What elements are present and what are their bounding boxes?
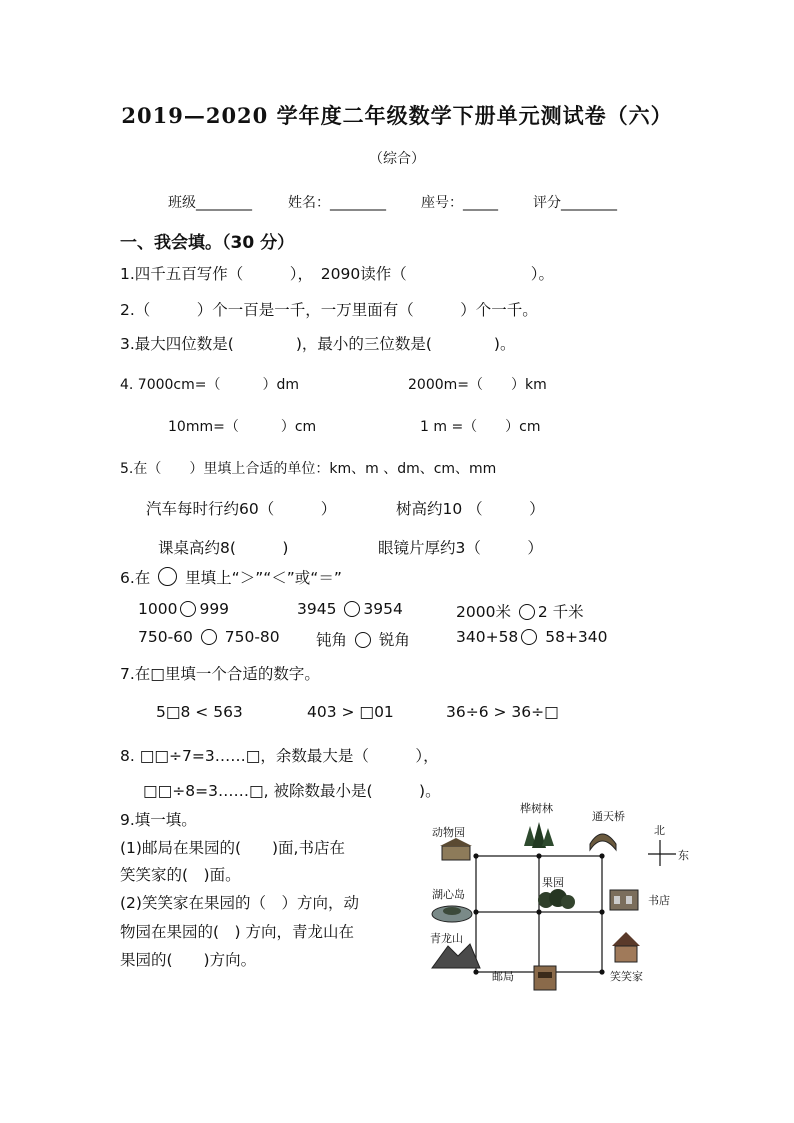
bridge-icon <box>590 834 616 850</box>
compare-answer-circle[interactable] <box>355 632 371 648</box>
bookstore-icon <box>610 890 638 910</box>
question-7a: 5□8 < 563 <box>156 703 243 721</box>
label-orchard: 果园 <box>542 876 564 889</box>
compare-item: 2000米 2 千米 <box>456 603 584 621</box>
compare-item: 1000 999 <box>138 600 230 618</box>
question-8b: □□÷8=3……□, 被除数最小是( )。 <box>143 782 441 800</box>
question-5-stem: 5.在（ ）里填上合适的单位：km、m 、dm、cm、mm <box>120 461 497 477</box>
lake-island-icon <box>432 906 472 922</box>
question-9-p2c: 果园的( )方向。 <box>120 951 257 969</box>
question-9-p2a: (2)笑笑家在果园的（ ）方向，动 <box>120 894 359 912</box>
label-bridge: 通天桥 <box>592 810 625 823</box>
question-8a: 8. □□÷7=3……□，余数最大是（ ）， <box>120 747 439 765</box>
question-4b: 2000m=（ ）km <box>408 377 547 393</box>
question-7-stem: 7.在□里填一个合适的数字。 <box>120 665 320 683</box>
question-5a: 汽车每时行约60（ ） <box>146 500 337 518</box>
question-7c: 36÷6 > 36÷□ <box>446 703 559 721</box>
question-6-stem <box>120 566 342 588</box>
question-4c: 10mm=（ ）cm <box>168 419 317 435</box>
question-4a: 4. 7000cm=（ ）dm <box>120 377 300 393</box>
name-field[interactable]: 姓名：________ <box>288 195 386 211</box>
page-title: 2019—2020 学年度二年级数学下册单元测试卷（六） <box>121 103 673 128</box>
compare-circle-icon <box>158 567 177 586</box>
compare-answer-circle[interactable] <box>201 629 217 645</box>
post-office-icon <box>534 966 556 990</box>
section-1-title: 一、我会填。（30 分） <box>120 233 295 253</box>
label-bookstore: 书店 <box>648 894 670 907</box>
label-north: 北 <box>654 824 665 837</box>
label-lake: 湖心岛 <box>432 888 465 901</box>
label-birch: 桦树林 <box>520 802 553 815</box>
question-4d: 1 m =（ ）cm <box>420 419 541 435</box>
direction-map <box>420 796 700 996</box>
label-post: 邮局 <box>492 970 514 983</box>
compare-answer-circle[interactable] <box>180 601 196 617</box>
question-3: 3.最大四位数是( )，最小的三位数是( )。 <box>120 335 516 353</box>
class-field[interactable]: 班级________ <box>168 195 252 211</box>
seat-field[interactable]: 座号：_____ <box>421 195 498 211</box>
compare-item: 3945 3954 <box>297 600 403 618</box>
compare-item: 750-60 750-80 <box>138 628 280 646</box>
compare-answer-circle[interactable] <box>344 601 360 617</box>
q6-stem-pre: 6.在 <box>120 569 151 587</box>
question-9-p1b: 笑笑家的( )面。 <box>120 866 241 884</box>
label-zoo: 动物园 <box>432 826 465 839</box>
zoo-icon <box>440 838 472 860</box>
q6-stem-post: 里填上“＞”“＜”或“＝” <box>185 569 342 587</box>
page-subtitle: （综合） <box>369 151 425 167</box>
compare-item: 钝角 锐角 <box>316 631 410 649</box>
compare-answer-circle[interactable] <box>519 604 535 620</box>
question-9-p1a: (1)邮局在果园的( )面,书店在 <box>120 839 345 857</box>
question-5c: 课桌高约8( ) <box>158 539 289 557</box>
question-5d: 眼镜片厚约3（ ） <box>378 539 543 557</box>
orchard-icon <box>538 889 575 909</box>
birch-forest-icon <box>524 822 554 848</box>
score-field[interactable]: 评分________ <box>533 195 617 211</box>
label-east: 东 <box>678 849 689 862</box>
label-home: 笑笑家 <box>610 970 643 983</box>
question-9-stem: 9.填一填。 <box>120 811 197 829</box>
question-9-p2b: 物园在果园的( ) 方向，青龙山在 <box>120 923 355 941</box>
mountain-icon <box>432 944 480 968</box>
label-mountain: 青龙山 <box>430 932 463 945</box>
compare-answer-circle[interactable] <box>521 629 537 645</box>
compass-icon <box>648 840 676 866</box>
question-2: 2.（ ）个一百是一千，一万里面有（ ）个一千。 <box>120 301 538 319</box>
question-1: 1.四千五百写作（ ）， 2090读作（ ）。 <box>120 265 554 283</box>
compare-item: 340+58 58+340 <box>456 628 608 646</box>
question-7b: 403 > □01 <box>307 703 394 721</box>
question-5b: 树高约10 （ ） <box>396 500 545 518</box>
home-icon <box>612 932 640 962</box>
